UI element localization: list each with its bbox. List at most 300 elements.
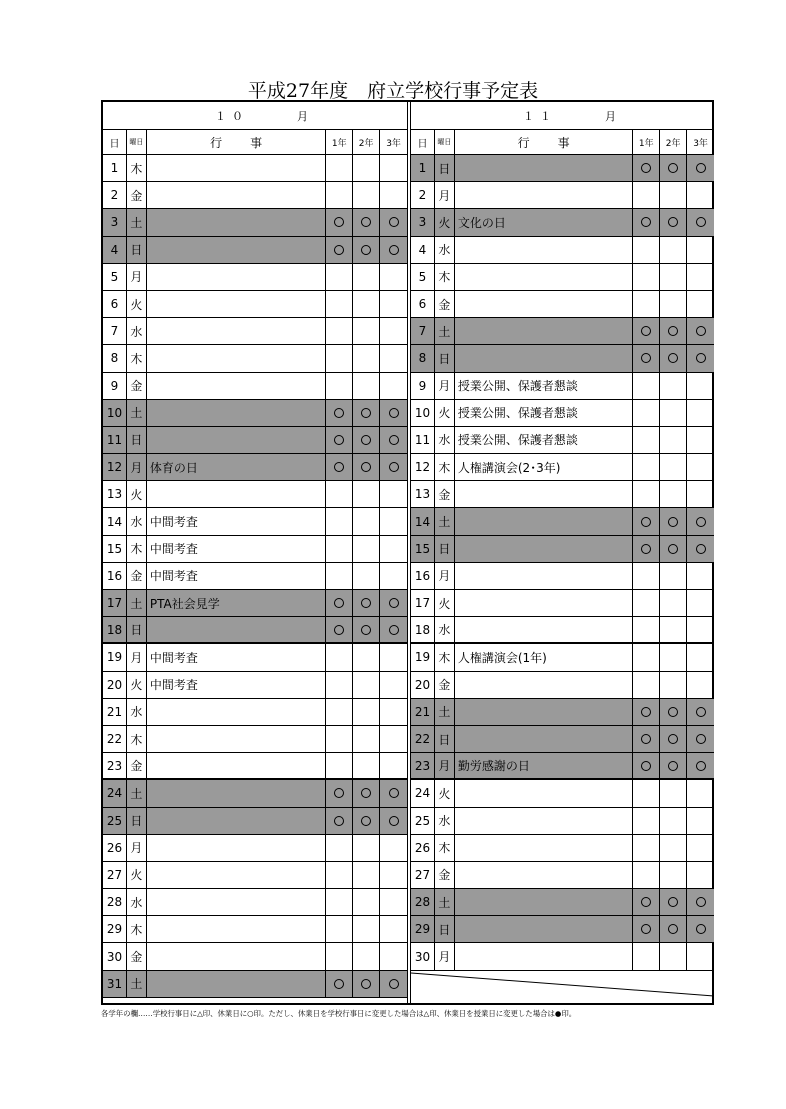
year-2-cell bbox=[353, 345, 380, 371]
year-1-cell bbox=[633, 563, 660, 589]
year-2-cell bbox=[660, 182, 687, 208]
holiday-circle-icon bbox=[361, 217, 371, 227]
weekday: 木 bbox=[127, 726, 147, 752]
page-title: 平成27年度 府立学校行事予定表 bbox=[247, 80, 539, 102]
event-text bbox=[147, 237, 326, 263]
event-text bbox=[455, 536, 633, 562]
table-row bbox=[411, 889, 714, 916]
year-2-cell bbox=[353, 808, 380, 834]
year-3-cell bbox=[687, 427, 714, 453]
year-1-cell bbox=[326, 400, 353, 426]
october-table bbox=[103, 102, 407, 998]
holiday-circle-icon bbox=[389, 625, 399, 635]
year-3-cell bbox=[687, 400, 714, 426]
event-text bbox=[147, 318, 326, 344]
day-number: 14 bbox=[411, 508, 435, 534]
header-weekday: 曜日 bbox=[435, 130, 455, 154]
year-1-cell bbox=[633, 916, 660, 942]
table-row bbox=[411, 291, 714, 318]
year-2-cell bbox=[353, 590, 380, 616]
year-3-cell bbox=[380, 373, 407, 399]
holiday-circle-icon bbox=[334, 245, 344, 255]
schedule-table bbox=[101, 100, 714, 1005]
year-3-cell bbox=[380, 291, 407, 317]
day-number: 1 bbox=[411, 155, 435, 181]
holiday-circle-icon bbox=[389, 816, 399, 826]
day-number: 20 bbox=[103, 672, 127, 698]
weekday: 日 bbox=[435, 916, 455, 942]
event-text bbox=[455, 182, 633, 208]
year-2-cell bbox=[660, 400, 687, 426]
holiday-circle-icon bbox=[361, 816, 371, 826]
day-number: 18 bbox=[103, 617, 127, 642]
year-3-cell bbox=[687, 672, 714, 698]
day-number: 15 bbox=[103, 536, 127, 562]
table-row bbox=[103, 862, 407, 889]
holiday-circle-icon bbox=[641, 163, 651, 173]
holiday-circle-icon bbox=[361, 625, 371, 635]
month-header-row bbox=[411, 102, 714, 130]
year-2-cell bbox=[660, 835, 687, 861]
year-3-cell bbox=[687, 862, 714, 888]
table-row bbox=[103, 345, 407, 372]
year-3-cell bbox=[687, 264, 714, 290]
year-2-cell bbox=[353, 155, 380, 181]
day-number: 18 bbox=[411, 617, 435, 642]
day-number: 6 bbox=[411, 291, 435, 317]
day-number: 3 bbox=[103, 209, 127, 235]
day-number: 2 bbox=[103, 182, 127, 208]
day-number: 9 bbox=[411, 373, 435, 399]
year-1-cell bbox=[633, 644, 660, 670]
holiday-circle-icon bbox=[641, 734, 651, 744]
table-row bbox=[411, 644, 714, 671]
year-3-cell bbox=[687, 209, 714, 235]
year-2-cell bbox=[353, 291, 380, 317]
year-2-cell bbox=[353, 644, 380, 670]
weekday: 火 bbox=[435, 780, 455, 806]
day-number: 30 bbox=[103, 943, 127, 969]
table-row bbox=[103, 454, 407, 481]
year-3-cell bbox=[380, 889, 407, 915]
year-1-cell bbox=[326, 291, 353, 317]
day-number: 29 bbox=[411, 916, 435, 942]
year-2-cell bbox=[660, 454, 687, 480]
year-3-cell bbox=[380, 345, 407, 371]
day-number: 29 bbox=[103, 916, 127, 942]
event-text bbox=[455, 699, 633, 725]
year-2-cell bbox=[660, 481, 687, 507]
november-table bbox=[411, 102, 714, 998]
event-text bbox=[147, 155, 326, 181]
year-2-cell bbox=[660, 508, 687, 534]
table-row bbox=[103, 182, 407, 209]
table-row bbox=[103, 753, 407, 780]
table-row bbox=[103, 563, 407, 590]
header-day: 日 bbox=[103, 130, 127, 154]
header-year-1: 1年 bbox=[326, 130, 353, 154]
day-number: 17 bbox=[411, 590, 435, 616]
day-number: 15 bbox=[411, 536, 435, 562]
table-row bbox=[411, 345, 714, 372]
weekday: 金 bbox=[435, 862, 455, 888]
holiday-circle-icon bbox=[641, 761, 651, 771]
weekday: 金 bbox=[127, 943, 147, 969]
table-row bbox=[411, 182, 714, 209]
weekday: 金 bbox=[127, 563, 147, 589]
day-number: 24 bbox=[103, 780, 127, 806]
holiday-circle-icon bbox=[696, 544, 706, 554]
table-row bbox=[103, 916, 407, 943]
table-row bbox=[103, 209, 407, 236]
year-3-cell bbox=[380, 780, 407, 806]
day-number: 24 bbox=[411, 780, 435, 806]
event-text: 授業公開、保護者懇談 bbox=[455, 427, 633, 453]
year-1-cell bbox=[633, 590, 660, 616]
year-2-cell bbox=[660, 318, 687, 344]
year-3-cell bbox=[380, 862, 407, 888]
holiday-circle-icon bbox=[696, 517, 706, 527]
holiday-circle-icon bbox=[389, 408, 399, 418]
holiday-circle-icon bbox=[389, 245, 399, 255]
year-3-cell bbox=[380, 182, 407, 208]
day-number: 20 bbox=[411, 672, 435, 698]
year-3-cell bbox=[687, 835, 714, 861]
day-number: 19 bbox=[103, 644, 127, 670]
event-text bbox=[147, 971, 326, 997]
weekday: 火 bbox=[127, 862, 147, 888]
year-1-cell bbox=[633, 780, 660, 806]
year-2-cell bbox=[660, 237, 687, 263]
event-text: 授業公開、保護者懇談 bbox=[455, 400, 633, 426]
holiday-circle-icon bbox=[641, 217, 651, 227]
weekday: 土 bbox=[435, 318, 455, 344]
year-2-cell bbox=[660, 291, 687, 317]
table-row bbox=[411, 943, 714, 970]
holiday-circle-icon bbox=[389, 788, 399, 798]
day-number: 22 bbox=[103, 726, 127, 752]
year-3-cell bbox=[380, 400, 407, 426]
weekday: 土 bbox=[127, 971, 147, 997]
header-year-3: 3年 bbox=[693, 138, 708, 149]
day-number: 11 bbox=[411, 427, 435, 453]
year-2-cell bbox=[353, 373, 380, 399]
holiday-circle-icon bbox=[668, 326, 678, 336]
table-row bbox=[411, 481, 714, 508]
day-number: 25 bbox=[103, 808, 127, 834]
event-text: 人権講演会(1年) bbox=[455, 644, 633, 670]
year-1-cell bbox=[326, 971, 353, 997]
header-year-2: 2年 bbox=[660, 130, 687, 154]
holiday-circle-icon bbox=[668, 897, 678, 907]
table-row bbox=[411, 318, 714, 345]
year-2-cell bbox=[353, 209, 380, 235]
year-3-cell bbox=[380, 699, 407, 725]
year-2-cell bbox=[660, 916, 687, 942]
holiday-circle-icon bbox=[361, 598, 371, 608]
day-number: 4 bbox=[411, 237, 435, 263]
day-number: 7 bbox=[411, 318, 435, 344]
year-2-cell bbox=[353, 943, 380, 969]
day-number: 23 bbox=[411, 753, 435, 778]
table-row bbox=[411, 916, 714, 943]
year-3-cell bbox=[380, 454, 407, 480]
weekday: 水 bbox=[435, 617, 455, 642]
table-row bbox=[411, 780, 714, 807]
year-3-cell bbox=[687, 916, 714, 942]
holiday-circle-icon bbox=[334, 435, 344, 445]
table-row bbox=[103, 644, 407, 671]
holiday-circle-icon bbox=[641, 897, 651, 907]
year-1-cell bbox=[633, 454, 660, 480]
year-3-cell bbox=[687, 508, 714, 534]
year-3-cell bbox=[380, 481, 407, 507]
table-row bbox=[411, 155, 714, 182]
event-text: 中間考査 bbox=[147, 536, 326, 562]
year-3-cell bbox=[380, 943, 407, 969]
weekday: 火 bbox=[435, 590, 455, 616]
holiday-circle-icon bbox=[389, 979, 399, 989]
table-row bbox=[103, 808, 407, 835]
event-text bbox=[455, 672, 633, 698]
holiday-circle-icon bbox=[696, 924, 706, 934]
year-1-cell bbox=[633, 536, 660, 562]
month-header-row bbox=[103, 102, 407, 130]
year-2-cell bbox=[660, 862, 687, 888]
day-number: 22 bbox=[411, 726, 435, 752]
event-text bbox=[455, 318, 633, 344]
holiday-circle-icon bbox=[641, 544, 651, 554]
year-1-cell bbox=[633, 291, 660, 317]
year-3-cell bbox=[380, 209, 407, 235]
holiday-circle-icon bbox=[641, 326, 651, 336]
event-text bbox=[147, 889, 326, 915]
weekday: 月 bbox=[127, 264, 147, 290]
table-row bbox=[103, 237, 407, 264]
day-number: 13 bbox=[411, 481, 435, 507]
year-3-cell bbox=[380, 508, 407, 534]
event-text bbox=[455, 291, 633, 317]
table-row bbox=[411, 862, 714, 889]
year-2-cell bbox=[660, 644, 687, 670]
year-3-cell bbox=[687, 291, 714, 317]
table-row bbox=[411, 536, 714, 563]
month-label: 月 bbox=[297, 109, 308, 123]
year-1-cell bbox=[326, 427, 353, 453]
holiday-circle-icon bbox=[668, 544, 678, 554]
year-3-cell bbox=[687, 182, 714, 208]
year-3-cell bbox=[687, 780, 714, 806]
year-1-cell bbox=[326, 318, 353, 344]
weekday: 月 bbox=[127, 454, 147, 480]
event-text bbox=[147, 182, 326, 208]
year-3-cell bbox=[687, 318, 714, 344]
year-3-cell bbox=[380, 644, 407, 670]
holiday-circle-icon bbox=[696, 897, 706, 907]
day-number: 4 bbox=[103, 237, 127, 263]
year-1-cell bbox=[326, 563, 353, 589]
table-row bbox=[411, 454, 714, 481]
table-row bbox=[411, 400, 714, 427]
year-3-cell bbox=[380, 590, 407, 616]
event-text bbox=[455, 345, 633, 371]
weekday: 木 bbox=[435, 644, 455, 670]
column-header-row bbox=[103, 130, 407, 155]
year-2-cell bbox=[353, 454, 380, 480]
year-3-cell bbox=[380, 808, 407, 834]
year-1-cell bbox=[633, 264, 660, 290]
holiday-circle-icon bbox=[641, 517, 651, 527]
weekday: 月 bbox=[435, 753, 455, 778]
holiday-circle-icon bbox=[334, 625, 344, 635]
year-3-cell bbox=[687, 373, 714, 399]
year-1-cell bbox=[326, 508, 353, 534]
year-2-cell bbox=[353, 971, 380, 997]
event-text: 文化の日 bbox=[455, 209, 633, 235]
holiday-circle-icon bbox=[668, 517, 678, 527]
year-2-cell bbox=[353, 508, 380, 534]
event-text: 中間考査 bbox=[147, 672, 326, 698]
weekday: 土 bbox=[435, 889, 455, 915]
holiday-circle-icon bbox=[389, 217, 399, 227]
year-2-cell bbox=[353, 889, 380, 915]
holiday-circle-icon bbox=[668, 163, 678, 173]
weekday: 月 bbox=[435, 182, 455, 208]
year-1-cell bbox=[633, 373, 660, 399]
event-text: 勤労感謝の日 bbox=[455, 753, 633, 778]
event-text bbox=[455, 943, 633, 969]
year-3-cell bbox=[687, 345, 714, 371]
year-2-cell bbox=[353, 427, 380, 453]
year-3-cell bbox=[687, 943, 714, 969]
day-number: 1 bbox=[103, 155, 127, 181]
table-row bbox=[103, 427, 407, 454]
holiday-circle-icon bbox=[641, 353, 651, 363]
year-3-cell bbox=[687, 699, 714, 725]
day-number: 10 bbox=[411, 400, 435, 426]
year-1-cell bbox=[633, 182, 660, 208]
header-event: 行事 bbox=[147, 130, 326, 154]
day-number: 16 bbox=[411, 563, 435, 589]
event-text bbox=[147, 400, 326, 426]
year-1-cell bbox=[633, 862, 660, 888]
year-1-cell bbox=[633, 155, 660, 181]
year-2-cell bbox=[660, 373, 687, 399]
holiday-circle-icon bbox=[334, 462, 344, 472]
year-3-cell bbox=[380, 617, 407, 642]
header-day: 日 bbox=[411, 130, 435, 154]
day-number: 28 bbox=[411, 889, 435, 915]
table-row bbox=[411, 617, 714, 644]
header-weekday: 曜日 bbox=[127, 130, 147, 154]
year-1-cell bbox=[326, 699, 353, 725]
event-text: PTA社会見学 bbox=[147, 590, 326, 616]
year-2-cell bbox=[660, 590, 687, 616]
year-1-cell bbox=[633, 617, 660, 642]
day-number: 9 bbox=[103, 373, 127, 399]
day-number: 17 bbox=[103, 590, 127, 616]
table-row bbox=[103, 318, 407, 345]
year-1-cell bbox=[326, 454, 353, 480]
year-2-cell bbox=[353, 318, 380, 344]
year-3-cell bbox=[687, 644, 714, 670]
year-2-cell bbox=[353, 699, 380, 725]
weekday: 日 bbox=[435, 155, 455, 181]
event-text bbox=[455, 916, 633, 942]
year-2-cell bbox=[353, 481, 380, 507]
holiday-circle-icon bbox=[389, 598, 399, 608]
year-1-cell bbox=[326, 862, 353, 888]
weekday: 火 bbox=[127, 481, 147, 507]
event-text bbox=[147, 808, 326, 834]
year-2-cell bbox=[660, 943, 687, 969]
holiday-circle-icon bbox=[361, 435, 371, 445]
year-2-cell bbox=[353, 400, 380, 426]
year-1-cell bbox=[326, 345, 353, 371]
event-text bbox=[147, 209, 326, 235]
table-row bbox=[103, 726, 407, 753]
diagonal-strike-line bbox=[411, 971, 714, 998]
day-number: 2 bbox=[411, 182, 435, 208]
holiday-circle-icon bbox=[668, 707, 678, 717]
year-3-cell bbox=[687, 617, 714, 642]
holiday-circle-icon bbox=[696, 163, 706, 173]
day-number: 28 bbox=[103, 889, 127, 915]
year-1-cell bbox=[633, 835, 660, 861]
event-text bbox=[455, 590, 633, 616]
year-3-cell bbox=[380, 264, 407, 290]
year-3-cell bbox=[380, 237, 407, 263]
year-3-cell bbox=[687, 481, 714, 507]
event-text bbox=[147, 481, 326, 507]
year-1-cell bbox=[633, 753, 660, 778]
weekday: 木 bbox=[435, 454, 455, 480]
year-3-cell bbox=[687, 454, 714, 480]
weekday: 水 bbox=[435, 427, 455, 453]
year-1-cell bbox=[326, 373, 353, 399]
weekday: 木 bbox=[127, 155, 147, 181]
year-2-cell bbox=[660, 209, 687, 235]
event-text bbox=[147, 835, 326, 861]
table-row bbox=[411, 508, 714, 535]
event-text bbox=[455, 862, 633, 888]
event-text bbox=[455, 835, 633, 861]
event-text: 中間考査 bbox=[147, 508, 326, 534]
holiday-circle-icon bbox=[696, 734, 706, 744]
weekday: 日 bbox=[435, 536, 455, 562]
table-row bbox=[103, 672, 407, 699]
year-1-cell bbox=[633, 318, 660, 344]
table-row bbox=[103, 971, 407, 998]
event-text: 人権講演会(2･3年) bbox=[455, 454, 633, 480]
year-1-cell bbox=[633, 481, 660, 507]
holiday-circle-icon bbox=[389, 435, 399, 445]
event-text bbox=[455, 155, 633, 181]
table-row bbox=[103, 590, 407, 617]
event-text: 体育の日 bbox=[147, 454, 326, 480]
table-row bbox=[411, 672, 714, 699]
table-row bbox=[411, 563, 714, 590]
day-number: 12 bbox=[411, 454, 435, 480]
weekday: 水 bbox=[127, 508, 147, 534]
year-1-cell bbox=[633, 508, 660, 534]
weekday: 月 bbox=[127, 644, 147, 670]
year-2-cell bbox=[660, 780, 687, 806]
year-1-cell bbox=[633, 726, 660, 752]
year-1-cell bbox=[633, 237, 660, 263]
year-3-cell bbox=[380, 427, 407, 453]
year-3-cell bbox=[380, 318, 407, 344]
